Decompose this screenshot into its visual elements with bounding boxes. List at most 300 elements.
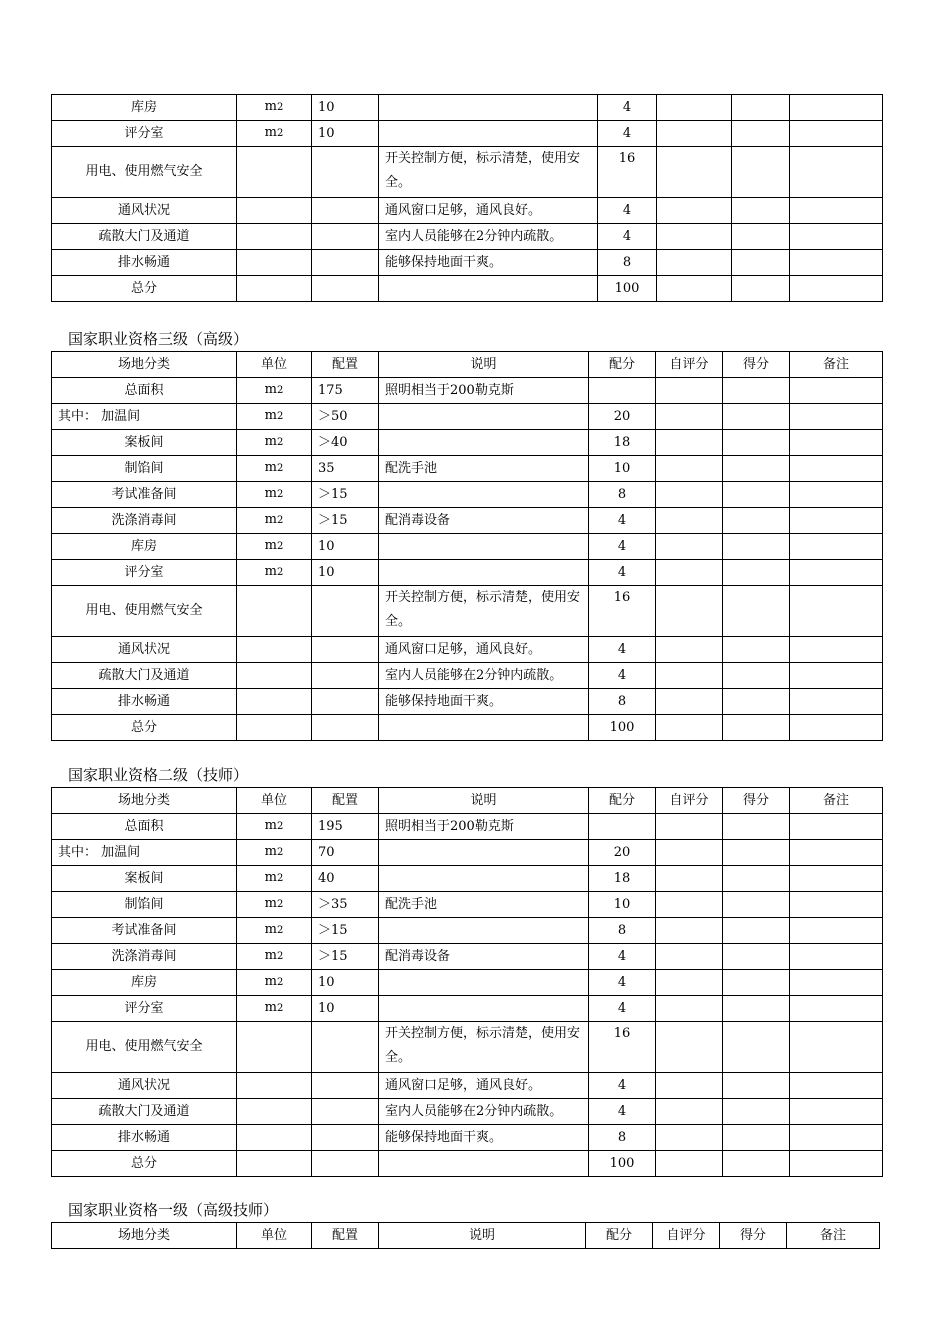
category-cell: 制馅间 bbox=[52, 456, 237, 482]
score-cell: 20 bbox=[589, 404, 656, 430]
self-score-cell bbox=[656, 1151, 723, 1177]
unit-cell bbox=[237, 1099, 312, 1125]
category-cell: 总分 bbox=[52, 1151, 237, 1177]
table-row bbox=[52, 560, 883, 586]
self-score-cell bbox=[657, 224, 732, 250]
score-cell: 100 bbox=[598, 276, 657, 302]
description-cell: 配消毒设备 bbox=[379, 944, 589, 970]
header-cell: 备注 bbox=[790, 352, 883, 378]
description-cell: 能够保持地面干爽。 bbox=[379, 1125, 589, 1151]
self-score-cell bbox=[656, 404, 723, 430]
remarks-cell bbox=[790, 121, 883, 147]
obtained-score-cell bbox=[732, 198, 790, 224]
table-row bbox=[52, 840, 883, 866]
header-cell: 单位 bbox=[237, 352, 312, 378]
self-score-cell bbox=[656, 1125, 723, 1151]
unit-cell: m2 bbox=[237, 508, 312, 534]
category-cell: 用电、使用燃气安全 bbox=[52, 147, 237, 198]
config-cell: 10 bbox=[312, 121, 379, 147]
table-continued bbox=[51, 94, 883, 302]
table-row bbox=[52, 534, 883, 560]
category-cell: 库房 bbox=[52, 970, 237, 996]
score-cell: 16 bbox=[598, 147, 657, 198]
header-cell: 得分 bbox=[723, 352, 790, 378]
remarks-cell bbox=[790, 866, 883, 892]
header-cell: 备注 bbox=[790, 788, 883, 814]
unit-cell bbox=[237, 689, 312, 715]
obtained-score-cell bbox=[723, 840, 790, 866]
obtained-score-cell bbox=[723, 508, 790, 534]
self-score-cell bbox=[656, 586, 723, 637]
table-row bbox=[52, 456, 883, 482]
remarks-cell bbox=[790, 560, 883, 586]
config-cell bbox=[312, 1073, 379, 1099]
unit-cell bbox=[237, 224, 312, 250]
description-cell: 开关控制方便，标示清楚，使用安全。 bbox=[379, 147, 598, 198]
self-score-cell bbox=[656, 1022, 723, 1073]
config-cell: 10 bbox=[312, 534, 379, 560]
config-cell: 195 bbox=[312, 814, 379, 840]
table-row bbox=[52, 147, 883, 198]
table-row bbox=[52, 1151, 883, 1177]
score-cell: 18 bbox=[589, 430, 656, 456]
self-score-cell bbox=[657, 95, 732, 121]
self-score-cell bbox=[656, 944, 723, 970]
config-cell: 10 bbox=[312, 996, 379, 1022]
score-cell: 10 bbox=[589, 456, 656, 482]
self-score-cell bbox=[656, 1073, 723, 1099]
remarks-cell bbox=[790, 95, 883, 121]
header-cell: 场地分类 bbox=[52, 788, 237, 814]
header-cell: 说明 bbox=[379, 1223, 586, 1249]
table-row bbox=[52, 95, 883, 121]
category-cell: 其中： 加温间 bbox=[52, 840, 237, 866]
table-header bbox=[52, 1223, 880, 1249]
category-cell: 考试准备间 bbox=[52, 482, 237, 508]
table-level3 bbox=[51, 351, 883, 741]
config-cell: 40 bbox=[312, 866, 379, 892]
config-cell: 175 bbox=[312, 378, 379, 404]
description-cell bbox=[379, 95, 598, 121]
category-cell: 库房 bbox=[52, 95, 237, 121]
score-cell: 4 bbox=[589, 1099, 656, 1125]
score-cell bbox=[589, 378, 656, 404]
remarks-cell bbox=[790, 996, 883, 1022]
self-score-cell bbox=[656, 430, 723, 456]
unit-cell: m2 bbox=[237, 534, 312, 560]
self-score-cell bbox=[656, 814, 723, 840]
unit-cell: m2 bbox=[237, 970, 312, 996]
description-cell: 通风窗口足够，通风良好。 bbox=[379, 198, 598, 224]
obtained-score-cell bbox=[723, 689, 790, 715]
self-score-cell bbox=[656, 378, 723, 404]
table-header bbox=[52, 352, 883, 378]
obtained-score-cell bbox=[732, 121, 790, 147]
score-cell: 4 bbox=[589, 996, 656, 1022]
obtained-score-cell bbox=[723, 918, 790, 944]
obtained-score-cell bbox=[723, 560, 790, 586]
table-level2 bbox=[51, 787, 883, 1177]
category-cell: 疏散大门及通道 bbox=[52, 1099, 237, 1125]
category-cell: 洗涤消毒间 bbox=[52, 944, 237, 970]
score-cell: 100 bbox=[589, 1151, 656, 1177]
obtained-score-cell bbox=[723, 892, 790, 918]
remarks-cell bbox=[790, 918, 883, 944]
self-score-cell bbox=[657, 276, 732, 302]
score-cell: 8 bbox=[589, 918, 656, 944]
header-cell: 配分 bbox=[586, 1223, 653, 1249]
unit-cell bbox=[237, 663, 312, 689]
table-row bbox=[52, 224, 883, 250]
category-cell: 考试准备间 bbox=[52, 918, 237, 944]
config-cell bbox=[312, 715, 379, 741]
header-cell: 说明 bbox=[379, 788, 589, 814]
section-title-level3: 国家职业资格三级（高级） bbox=[68, 330, 249, 348]
table-row bbox=[52, 586, 883, 637]
config-cell: 10 bbox=[312, 560, 379, 586]
obtained-score-cell bbox=[723, 996, 790, 1022]
description-cell: 照明相当于200勒克斯 bbox=[379, 378, 589, 404]
category-cell: 评分室 bbox=[52, 996, 237, 1022]
unit-cell: m2 bbox=[237, 456, 312, 482]
table-row bbox=[52, 508, 883, 534]
config-cell: 35 bbox=[312, 456, 379, 482]
obtained-score-cell bbox=[732, 276, 790, 302]
header-cell: 配分 bbox=[589, 788, 656, 814]
remarks-cell bbox=[790, 689, 883, 715]
table-row bbox=[52, 404, 883, 430]
score-cell: 4 bbox=[589, 1073, 656, 1099]
table-body bbox=[52, 814, 883, 1177]
table-row bbox=[52, 276, 883, 302]
remarks-cell bbox=[790, 534, 883, 560]
obtained-score-cell bbox=[723, 1099, 790, 1125]
unit-cell: m2 bbox=[237, 430, 312, 456]
description-cell bbox=[379, 970, 589, 996]
remarks-cell bbox=[790, 944, 883, 970]
unit-cell: m2 bbox=[237, 560, 312, 586]
score-cell: 4 bbox=[589, 560, 656, 586]
unit-cell bbox=[237, 198, 312, 224]
self-score-cell bbox=[656, 970, 723, 996]
obtained-score-cell bbox=[723, 866, 790, 892]
score-cell: 4 bbox=[598, 198, 657, 224]
category-cell: 案板间 bbox=[52, 430, 237, 456]
description-cell bbox=[379, 996, 589, 1022]
remarks-cell bbox=[790, 1022, 883, 1073]
description-cell: 照明相当于200勒克斯 bbox=[379, 814, 589, 840]
description-cell: 能够保持地面干爽。 bbox=[379, 250, 598, 276]
self-score-cell bbox=[657, 147, 732, 198]
description-cell: 开关控制方便，标示清楚，使用安全。 bbox=[379, 586, 589, 637]
obtained-score-cell bbox=[732, 224, 790, 250]
header-cell: 自评分 bbox=[653, 1223, 720, 1249]
config-cell bbox=[312, 1125, 379, 1151]
description-cell: 室内人员能够在2分钟内疏散。 bbox=[379, 663, 589, 689]
obtained-score-cell bbox=[723, 663, 790, 689]
obtained-score-cell bbox=[723, 482, 790, 508]
remarks-cell bbox=[790, 404, 883, 430]
obtained-score-cell bbox=[723, 944, 790, 970]
unit-cell: m2 bbox=[237, 378, 312, 404]
table-row bbox=[52, 1125, 883, 1151]
unit-cell: m2 bbox=[237, 840, 312, 866]
obtained-score-cell bbox=[723, 1151, 790, 1177]
table-row bbox=[52, 637, 883, 663]
remarks-cell bbox=[790, 508, 883, 534]
unit-cell bbox=[237, 715, 312, 741]
config-cell bbox=[312, 586, 379, 637]
config-cell bbox=[312, 637, 379, 663]
description-cell bbox=[379, 482, 589, 508]
category-cell: 总面积 bbox=[52, 378, 237, 404]
description-cell bbox=[379, 121, 598, 147]
obtained-score-cell bbox=[723, 586, 790, 637]
category-cell: 疏散大门及通道 bbox=[52, 663, 237, 689]
description-cell: 开关控制方便，标示清楚，使用安全。 bbox=[379, 1022, 589, 1073]
description-cell: 室内人员能够在2分钟内疏散。 bbox=[379, 224, 598, 250]
description-cell bbox=[379, 276, 598, 302]
header-cell: 配置 bbox=[312, 352, 379, 378]
header-cell: 自评分 bbox=[656, 788, 723, 814]
self-score-cell bbox=[656, 534, 723, 560]
header-cell: 单位 bbox=[237, 1223, 312, 1249]
description-cell bbox=[379, 404, 589, 430]
unit-cell bbox=[237, 276, 312, 302]
score-cell: 4 bbox=[598, 224, 657, 250]
obtained-score-cell bbox=[732, 250, 790, 276]
table-row bbox=[52, 198, 883, 224]
table-row bbox=[52, 430, 883, 456]
score-cell bbox=[589, 814, 656, 840]
header-row bbox=[52, 1223, 880, 1249]
score-cell: 16 bbox=[589, 586, 656, 637]
unit-cell: m2 bbox=[237, 404, 312, 430]
config-cell: ＞15 bbox=[312, 482, 379, 508]
unit-cell bbox=[237, 1022, 312, 1073]
table-row bbox=[52, 689, 883, 715]
header-cell: 得分 bbox=[720, 1223, 787, 1249]
table-row bbox=[52, 970, 883, 996]
table-row bbox=[52, 1022, 883, 1073]
config-cell: 10 bbox=[312, 95, 379, 121]
config-cell: ＞35 bbox=[312, 892, 379, 918]
remarks-cell bbox=[790, 1151, 883, 1177]
score-cell: 4 bbox=[589, 663, 656, 689]
category-cell: 总面积 bbox=[52, 814, 237, 840]
obtained-score-cell bbox=[723, 814, 790, 840]
header-cell: 说明 bbox=[379, 352, 589, 378]
table-row bbox=[52, 121, 883, 147]
config-cell bbox=[312, 250, 379, 276]
table-row bbox=[52, 1099, 883, 1125]
description-cell: 配洗手池 bbox=[379, 456, 589, 482]
remarks-cell bbox=[790, 276, 883, 302]
unit-cell bbox=[237, 586, 312, 637]
description-cell bbox=[379, 430, 589, 456]
score-cell: 8 bbox=[589, 689, 656, 715]
unit-cell: m2 bbox=[237, 121, 312, 147]
category-cell: 通风状况 bbox=[52, 1073, 237, 1099]
self-score-cell bbox=[656, 456, 723, 482]
config-cell bbox=[312, 663, 379, 689]
remarks-cell bbox=[790, 814, 883, 840]
obtained-score-cell bbox=[732, 147, 790, 198]
score-cell: 4 bbox=[598, 121, 657, 147]
config-cell bbox=[312, 147, 379, 198]
description-cell bbox=[379, 866, 589, 892]
unit-cell: m2 bbox=[237, 814, 312, 840]
header-cell: 单位 bbox=[237, 788, 312, 814]
category-cell: 通风状况 bbox=[52, 198, 237, 224]
config-cell bbox=[312, 689, 379, 715]
description-cell bbox=[379, 918, 589, 944]
self-score-cell bbox=[656, 560, 723, 586]
remarks-cell bbox=[790, 224, 883, 250]
category-cell: 总分 bbox=[52, 276, 237, 302]
self-score-cell bbox=[656, 663, 723, 689]
table-row bbox=[52, 715, 883, 741]
config-cell: 70 bbox=[312, 840, 379, 866]
unit-cell bbox=[237, 637, 312, 663]
self-score-cell bbox=[656, 840, 723, 866]
header-cell: 场地分类 bbox=[52, 352, 237, 378]
remarks-cell bbox=[790, 482, 883, 508]
self-score-cell bbox=[656, 918, 723, 944]
unit-cell: m2 bbox=[237, 95, 312, 121]
self-score-cell bbox=[656, 482, 723, 508]
table-row bbox=[52, 250, 883, 276]
remarks-cell bbox=[790, 840, 883, 866]
category-cell: 排水畅通 bbox=[52, 1125, 237, 1151]
score-cell: 100 bbox=[589, 715, 656, 741]
obtained-score-cell bbox=[723, 456, 790, 482]
description-cell bbox=[379, 715, 589, 741]
category-cell: 用电、使用燃气安全 bbox=[52, 586, 237, 637]
self-score-cell bbox=[656, 892, 723, 918]
section-title-level2: 国家职业资格二级（技师） bbox=[68, 766, 249, 784]
unit-cell: m2 bbox=[237, 996, 312, 1022]
table-level1 bbox=[51, 1222, 880, 1249]
remarks-cell bbox=[790, 637, 883, 663]
table-header bbox=[52, 788, 883, 814]
description-cell: 能够保持地面干爽。 bbox=[379, 689, 589, 715]
category-cell: 总分 bbox=[52, 715, 237, 741]
remarks-cell bbox=[790, 586, 883, 637]
config-cell: 10 bbox=[312, 970, 379, 996]
unit-cell bbox=[237, 1125, 312, 1151]
score-cell: 4 bbox=[589, 944, 656, 970]
remarks-cell bbox=[790, 970, 883, 996]
table-row bbox=[52, 996, 883, 1022]
obtained-score-cell bbox=[723, 404, 790, 430]
remarks-cell bbox=[790, 456, 883, 482]
header-cell: 配置 bbox=[312, 788, 379, 814]
remarks-cell bbox=[790, 198, 883, 224]
category-cell: 案板间 bbox=[52, 866, 237, 892]
obtained-score-cell bbox=[723, 637, 790, 663]
table-row bbox=[52, 892, 883, 918]
score-cell: 8 bbox=[589, 482, 656, 508]
unit-cell: m2 bbox=[237, 866, 312, 892]
table-body bbox=[52, 378, 883, 741]
obtained-score-cell bbox=[723, 534, 790, 560]
score-cell: 18 bbox=[589, 866, 656, 892]
config-cell bbox=[312, 1022, 379, 1073]
remarks-cell bbox=[790, 663, 883, 689]
self-score-cell bbox=[657, 121, 732, 147]
category-cell: 用电、使用燃气安全 bbox=[52, 1022, 237, 1073]
remarks-cell bbox=[790, 1099, 883, 1125]
description-cell bbox=[379, 560, 589, 586]
config-cell bbox=[312, 276, 379, 302]
category-cell: 排水畅通 bbox=[52, 250, 237, 276]
remarks-cell bbox=[790, 430, 883, 456]
config-cell bbox=[312, 1151, 379, 1177]
unit-cell bbox=[237, 250, 312, 276]
category-cell: 评分室 bbox=[52, 560, 237, 586]
description-cell: 配洗手池 bbox=[379, 892, 589, 918]
remarks-cell bbox=[790, 1073, 883, 1099]
table-row bbox=[52, 814, 883, 840]
score-cell: 4 bbox=[589, 508, 656, 534]
config-cell bbox=[312, 224, 379, 250]
self-score-cell bbox=[657, 250, 732, 276]
score-cell: 8 bbox=[589, 1125, 656, 1151]
description-cell: 通风窗口足够，通风良好。 bbox=[379, 1073, 589, 1099]
unit-cell: m2 bbox=[237, 944, 312, 970]
obtained-score-cell bbox=[723, 715, 790, 741]
config-cell: ＞15 bbox=[312, 918, 379, 944]
description-cell bbox=[379, 840, 589, 866]
self-score-cell bbox=[656, 1099, 723, 1125]
unit-cell: m2 bbox=[237, 482, 312, 508]
header-row bbox=[52, 352, 883, 378]
header-cell: 得分 bbox=[723, 788, 790, 814]
obtained-score-cell bbox=[732, 95, 790, 121]
category-cell: 通风状况 bbox=[52, 637, 237, 663]
remarks-cell bbox=[790, 378, 883, 404]
header-cell: 配分 bbox=[589, 352, 656, 378]
self-score-cell bbox=[656, 715, 723, 741]
remarks-cell bbox=[790, 715, 883, 741]
description-cell: 室内人员能够在2分钟内疏散。 bbox=[379, 1099, 589, 1125]
description-cell: 配消毒设备 bbox=[379, 508, 589, 534]
section-title-level1: 国家职业资格一级（高级技师） bbox=[68, 1201, 279, 1219]
header-cell: 备注 bbox=[787, 1223, 880, 1249]
unit-cell bbox=[237, 1073, 312, 1099]
obtained-score-cell bbox=[723, 1022, 790, 1073]
self-score-cell bbox=[656, 866, 723, 892]
category-cell: 排水畅通 bbox=[52, 689, 237, 715]
category-cell: 评分室 bbox=[52, 121, 237, 147]
config-cell: ＞40 bbox=[312, 430, 379, 456]
table-body bbox=[52, 95, 883, 302]
self-score-cell bbox=[656, 689, 723, 715]
obtained-score-cell bbox=[723, 1073, 790, 1099]
table-row bbox=[52, 944, 883, 970]
config-cell: ＞15 bbox=[312, 508, 379, 534]
category-cell: 疏散大门及通道 bbox=[52, 224, 237, 250]
self-score-cell bbox=[656, 996, 723, 1022]
description-cell: 通风窗口足够，通风良好。 bbox=[379, 637, 589, 663]
score-cell: 10 bbox=[589, 892, 656, 918]
remarks-cell bbox=[790, 147, 883, 198]
score-cell: 4 bbox=[589, 534, 656, 560]
obtained-score-cell bbox=[723, 430, 790, 456]
category-cell: 制馅间 bbox=[52, 892, 237, 918]
table-row bbox=[52, 866, 883, 892]
